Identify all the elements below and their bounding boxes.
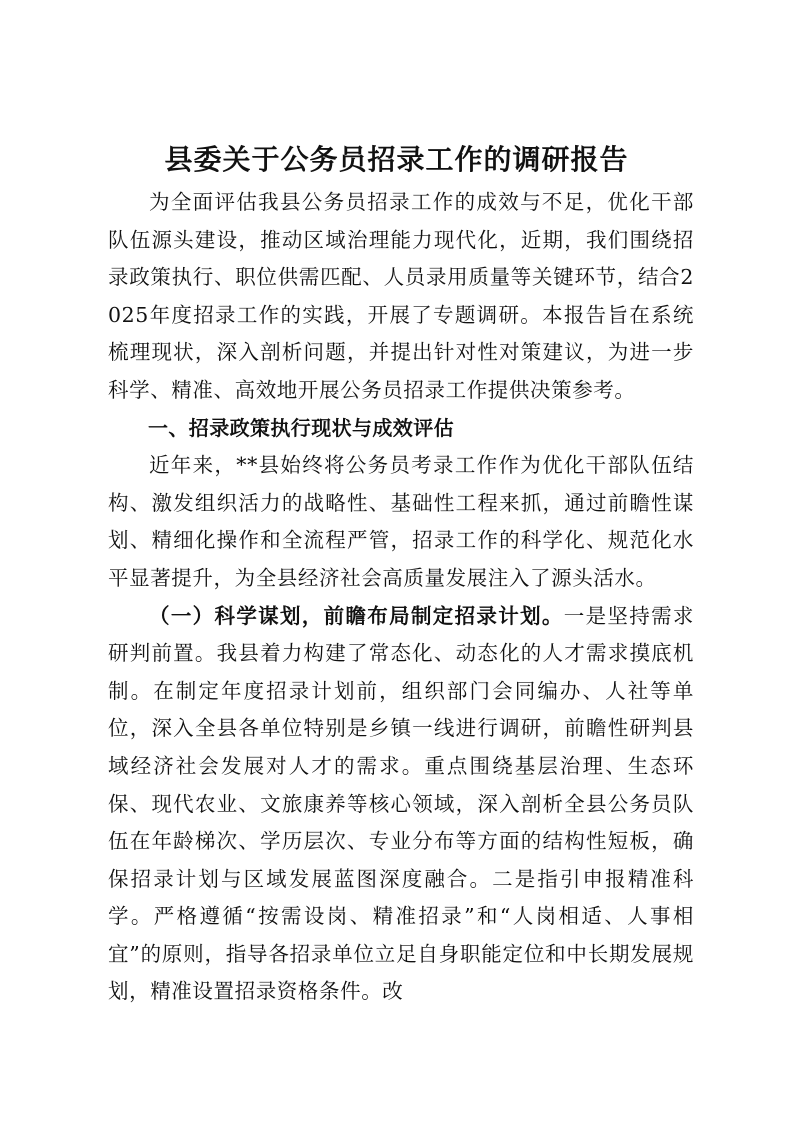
section-1-heading: 一、招录政策执行现状与成效评估 [148, 415, 454, 440]
intro-paragraph: 为全面评估我县公务员招录工作的成效与不足，优化干部队伍源头建设，推动区域治理能力现代化，近期，我们围绕招录政策执行、职位供需匹配、人员录用质量等关键环节，结合2025年度招录工作的实践，开展了专题调研。本报告旨在系统梳理现状，深入剖析问题，并提出针对性对策建议，为进一步科学、精准、高效地开展公务员招录工作提供决策参考。 [108, 190, 694, 402]
subsection-1-heading: （一）科学谋划，前瞻布局制定招录计划。 [149, 603, 564, 628]
subsection-1-text: 一是坚持需求研判前置。我县着力构建了常态化、动态化的人才需求摸底机制。在制定年度招录计划前，组织部门会同编办、人社等单位，深入全县各单位特别是乡镇一线进行调研，前瞻性研判县域经济社会发展对人才的需求。重点围绕基层治理、生态环保、现代农业、文旅康养等核心领域，深入剖析全县公务员队伍在年龄梯次、学历层次、专业分布等方面的结构性短板，确保招录计划与区域发展蓝图深度融合。二是指引申报精准科学。严格遵循“按需设岗、精准招录”和“人岗相适、人事相宜”的原则，指导各招录单位立足自身职能定位和中长期发展规划，精准设置招录资格条件。改 [108, 603, 694, 1004]
section-1-paragraph: 近年来，**县始终将公务员考录工作作为优化干部队伍结构、激发组织活力的战略性、基础性工程来抓，通过前瞻性谋划、精细化操作和全流程严管，招录工作的科学化、规范化水平显著提升，为全县经济社会高质量发展注入了源头活水。 [108, 453, 694, 590]
document-title: 县委关于公务员招录工作的调研报告 [164, 143, 629, 176]
subsection-1-paragraph [108, 598, 694, 1012]
document-body [108, 184, 694, 1011]
